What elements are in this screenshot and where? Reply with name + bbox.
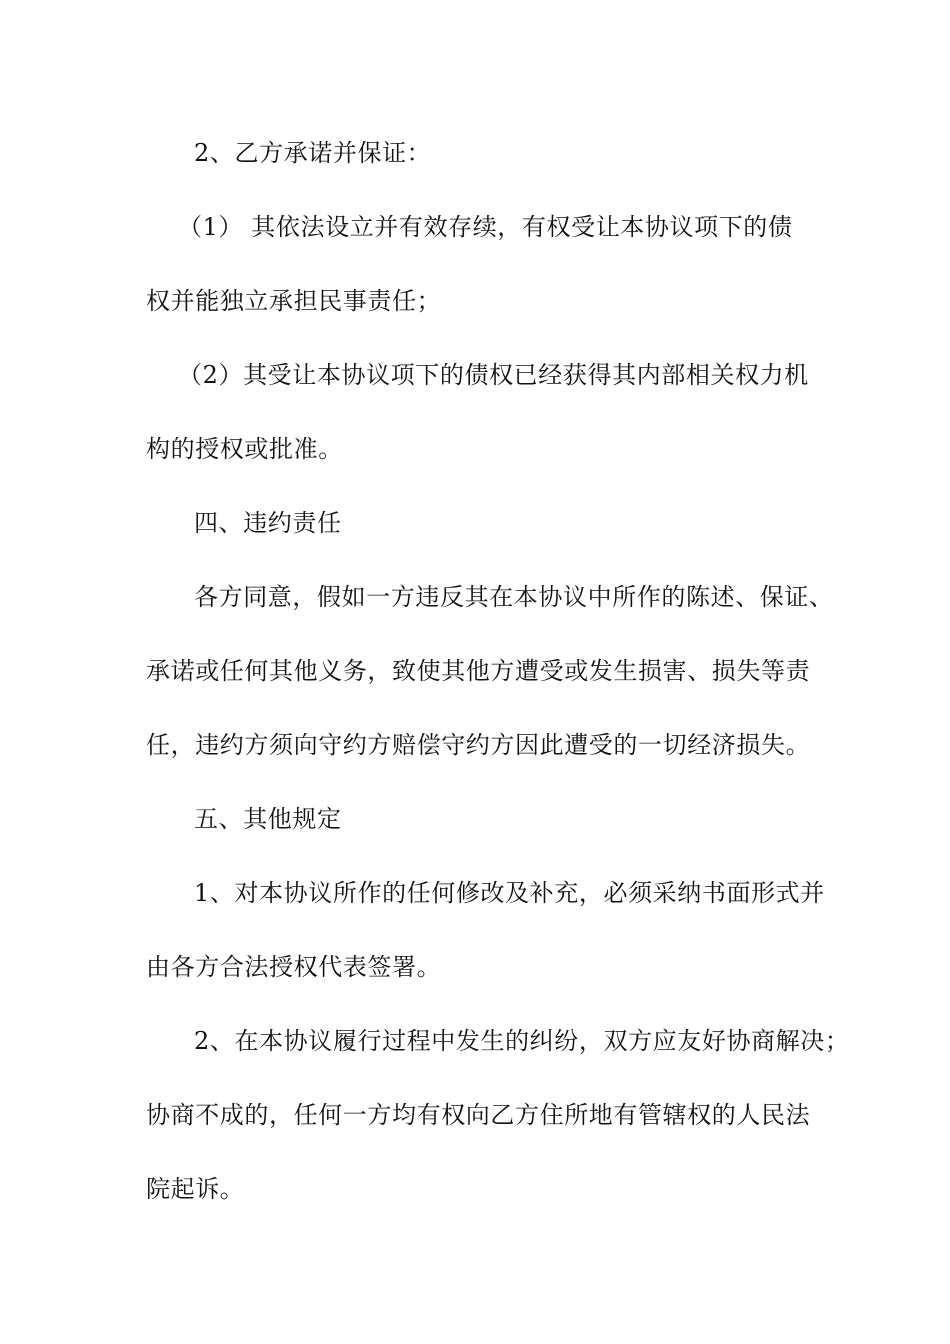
clause-3-2-heading: 2、乙方承诺并保证： (194, 139, 432, 167)
clause-3-2-1-line-2: 权并能独立承担民事责任； (146, 287, 442, 315)
clause-5-2-line-2: 协商不成的，任何一方均有权向乙方住所地有管辖权的人民法 (146, 1101, 811, 1129)
clause-3-2-2-line-2: 构的授权或批准。 (146, 435, 343, 463)
section-4-heading: 四、违约责任 (194, 509, 342, 537)
clause-5-2-line-1: 2、在本协议履行过程中发生的纠纷，双方应友好协商解决； (194, 1027, 850, 1055)
clause-3-2-1-line-1: （1） 其依法设立并有效存续，有权受让本协议项下的债 (178, 213, 793, 241)
clause-5-1-line-2: 由各方合法授权代表签署。 (146, 953, 442, 981)
clause-5-2-line-3: 院起诉。 (146, 1175, 245, 1203)
clause-5-1-line-1: 1、对本协议所作的任何修改及补充，必须采纳书面形式并 (194, 879, 825, 907)
section-5-heading: 五、其他规定 (194, 805, 342, 833)
section-4-para-line-1: 各方同意，假如一方违反其在本协议中所作的陈述、保证、 (194, 583, 834, 611)
section-4-para-line-2: 承诺或任何其他义务，致使其他方遭受或发生损害、损失等责 (146, 657, 811, 685)
clause-3-2-2-line-1: （2）其受让本协议项下的债权已经获得其内部相关权力机 (178, 361, 809, 389)
section-4-para-line-3: 任，违约方须向守约方赔偿守约方因此遭受的一切经济损失。 (146, 731, 811, 759)
